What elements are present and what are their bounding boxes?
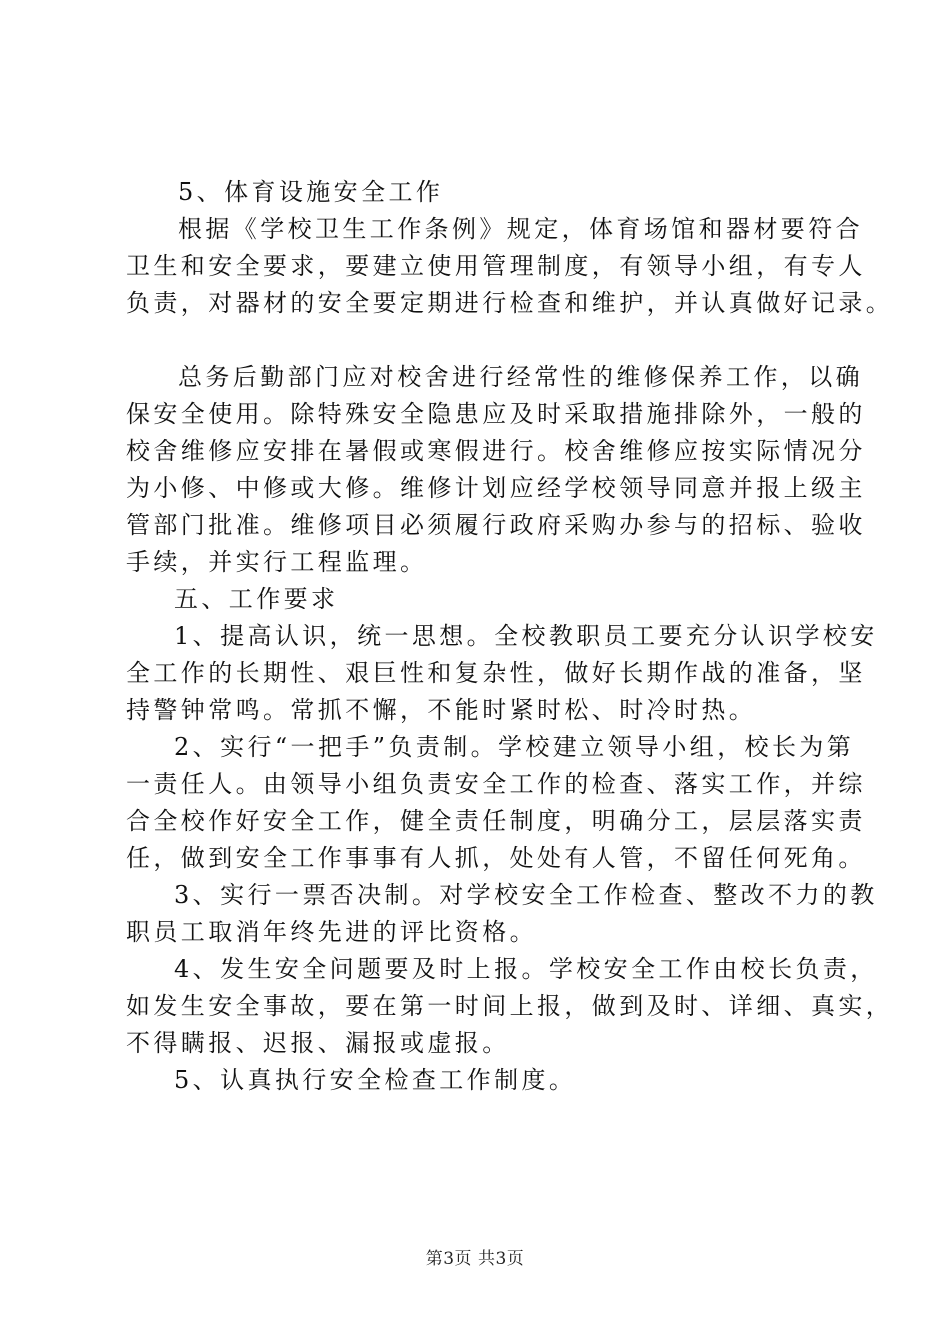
- paragraph-spacer: [126, 322, 844, 359]
- document-body: [126, 174, 894, 1099]
- paragraph-requirement-3: [126, 877, 878, 951]
- text-line: 五、工作要求: [174, 585, 339, 613]
- text-line: 1、提高认识，统一思想。全校教职员工要充分认识学校安: [174, 622, 878, 650]
- text-line: 合全校作好安全工作，健全责任制度，明确分工，层层落实责: [126, 807, 866, 835]
- text-line: 管部门批准。维修项目必须履行政府采购办参与的招标、验收: [126, 511, 866, 539]
- text-line: 一责任人。由领导小组负责安全工作的检查、落实工作，并综: [126, 770, 866, 798]
- text-line: 手续，并实行工程监理。: [126, 548, 428, 576]
- paragraph-requirement-4: [126, 951, 894, 1062]
- paragraph-sports-facility-regulation: [126, 211, 894, 322]
- text-line: 如发生安全事故，要在第一时间上报，做到及时、详细、真实，: [126, 992, 894, 1020]
- text-line: 4、发生安全问题要及时上报。学校安全工作由校长负责，: [174, 955, 878, 983]
- text-line: 5、体育设施安全工作: [178, 178, 444, 206]
- paragraph-building-maintenance: [126, 359, 866, 581]
- text-line: 不得瞒报、迟报、漏报或虚报。: [126, 1029, 510, 1057]
- page-number-footer: 第3页 共3页: [425, 1249, 525, 1269]
- text-line: 保安全使用。除特殊安全隐患应及时采取措施排除外，一般的: [126, 400, 866, 428]
- text-line: 3、实行一票否决制。对学校安全工作检查、整改不力的教: [174, 881, 878, 909]
- text-line: 根据《学校卫生工作条例》规定，体育场馆和器材要符合: [178, 215, 863, 243]
- text-line: 卫生和安全要求，要建立使用管理制度，有领导小组，有专人: [126, 252, 866, 280]
- text-line: 总务后勤部门应对校舍进行经常性的维修保养工作，以确: [178, 363, 863, 391]
- text-line: 5、认真执行安全检查工作制度。: [174, 1066, 577, 1094]
- text-line: 负责，对器材的安全要定期进行检查和维护，并认真做好记录。: [126, 289, 894, 317]
- text-line: 2、实行“一把手”负责制。学校建立领导小组，校长为第: [174, 733, 855, 761]
- text-line: 任，做到安全工作事事有人抓，处处有人管，不留任何死角。: [126, 844, 866, 872]
- paragraph-sports-facility-heading: [126, 174, 844, 211]
- text-line: 职员工取消年终先进的评比资格。: [126, 918, 537, 946]
- text-line: 为小修、中修或大修。维修计划应经学校领导同意并报上级主: [126, 474, 866, 502]
- paragraph-requirement-2: [126, 729, 866, 877]
- section-heading-work-requirements: [126, 581, 844, 618]
- paragraph-requirement-1: [126, 618, 878, 729]
- text-line: 全工作的长期性、艰巨性和复杂性，做好长期作战的准备，坚: [126, 659, 866, 687]
- text-line: 持警钟常鸣。常抓不懈，不能时紧时松、时冷时热。: [126, 696, 757, 724]
- paragraph-requirement-5: [126, 1062, 844, 1099]
- text-line: 校舍维修应安排在暑假或寒假进行。校舍维修应按实际情况分: [126, 437, 866, 465]
